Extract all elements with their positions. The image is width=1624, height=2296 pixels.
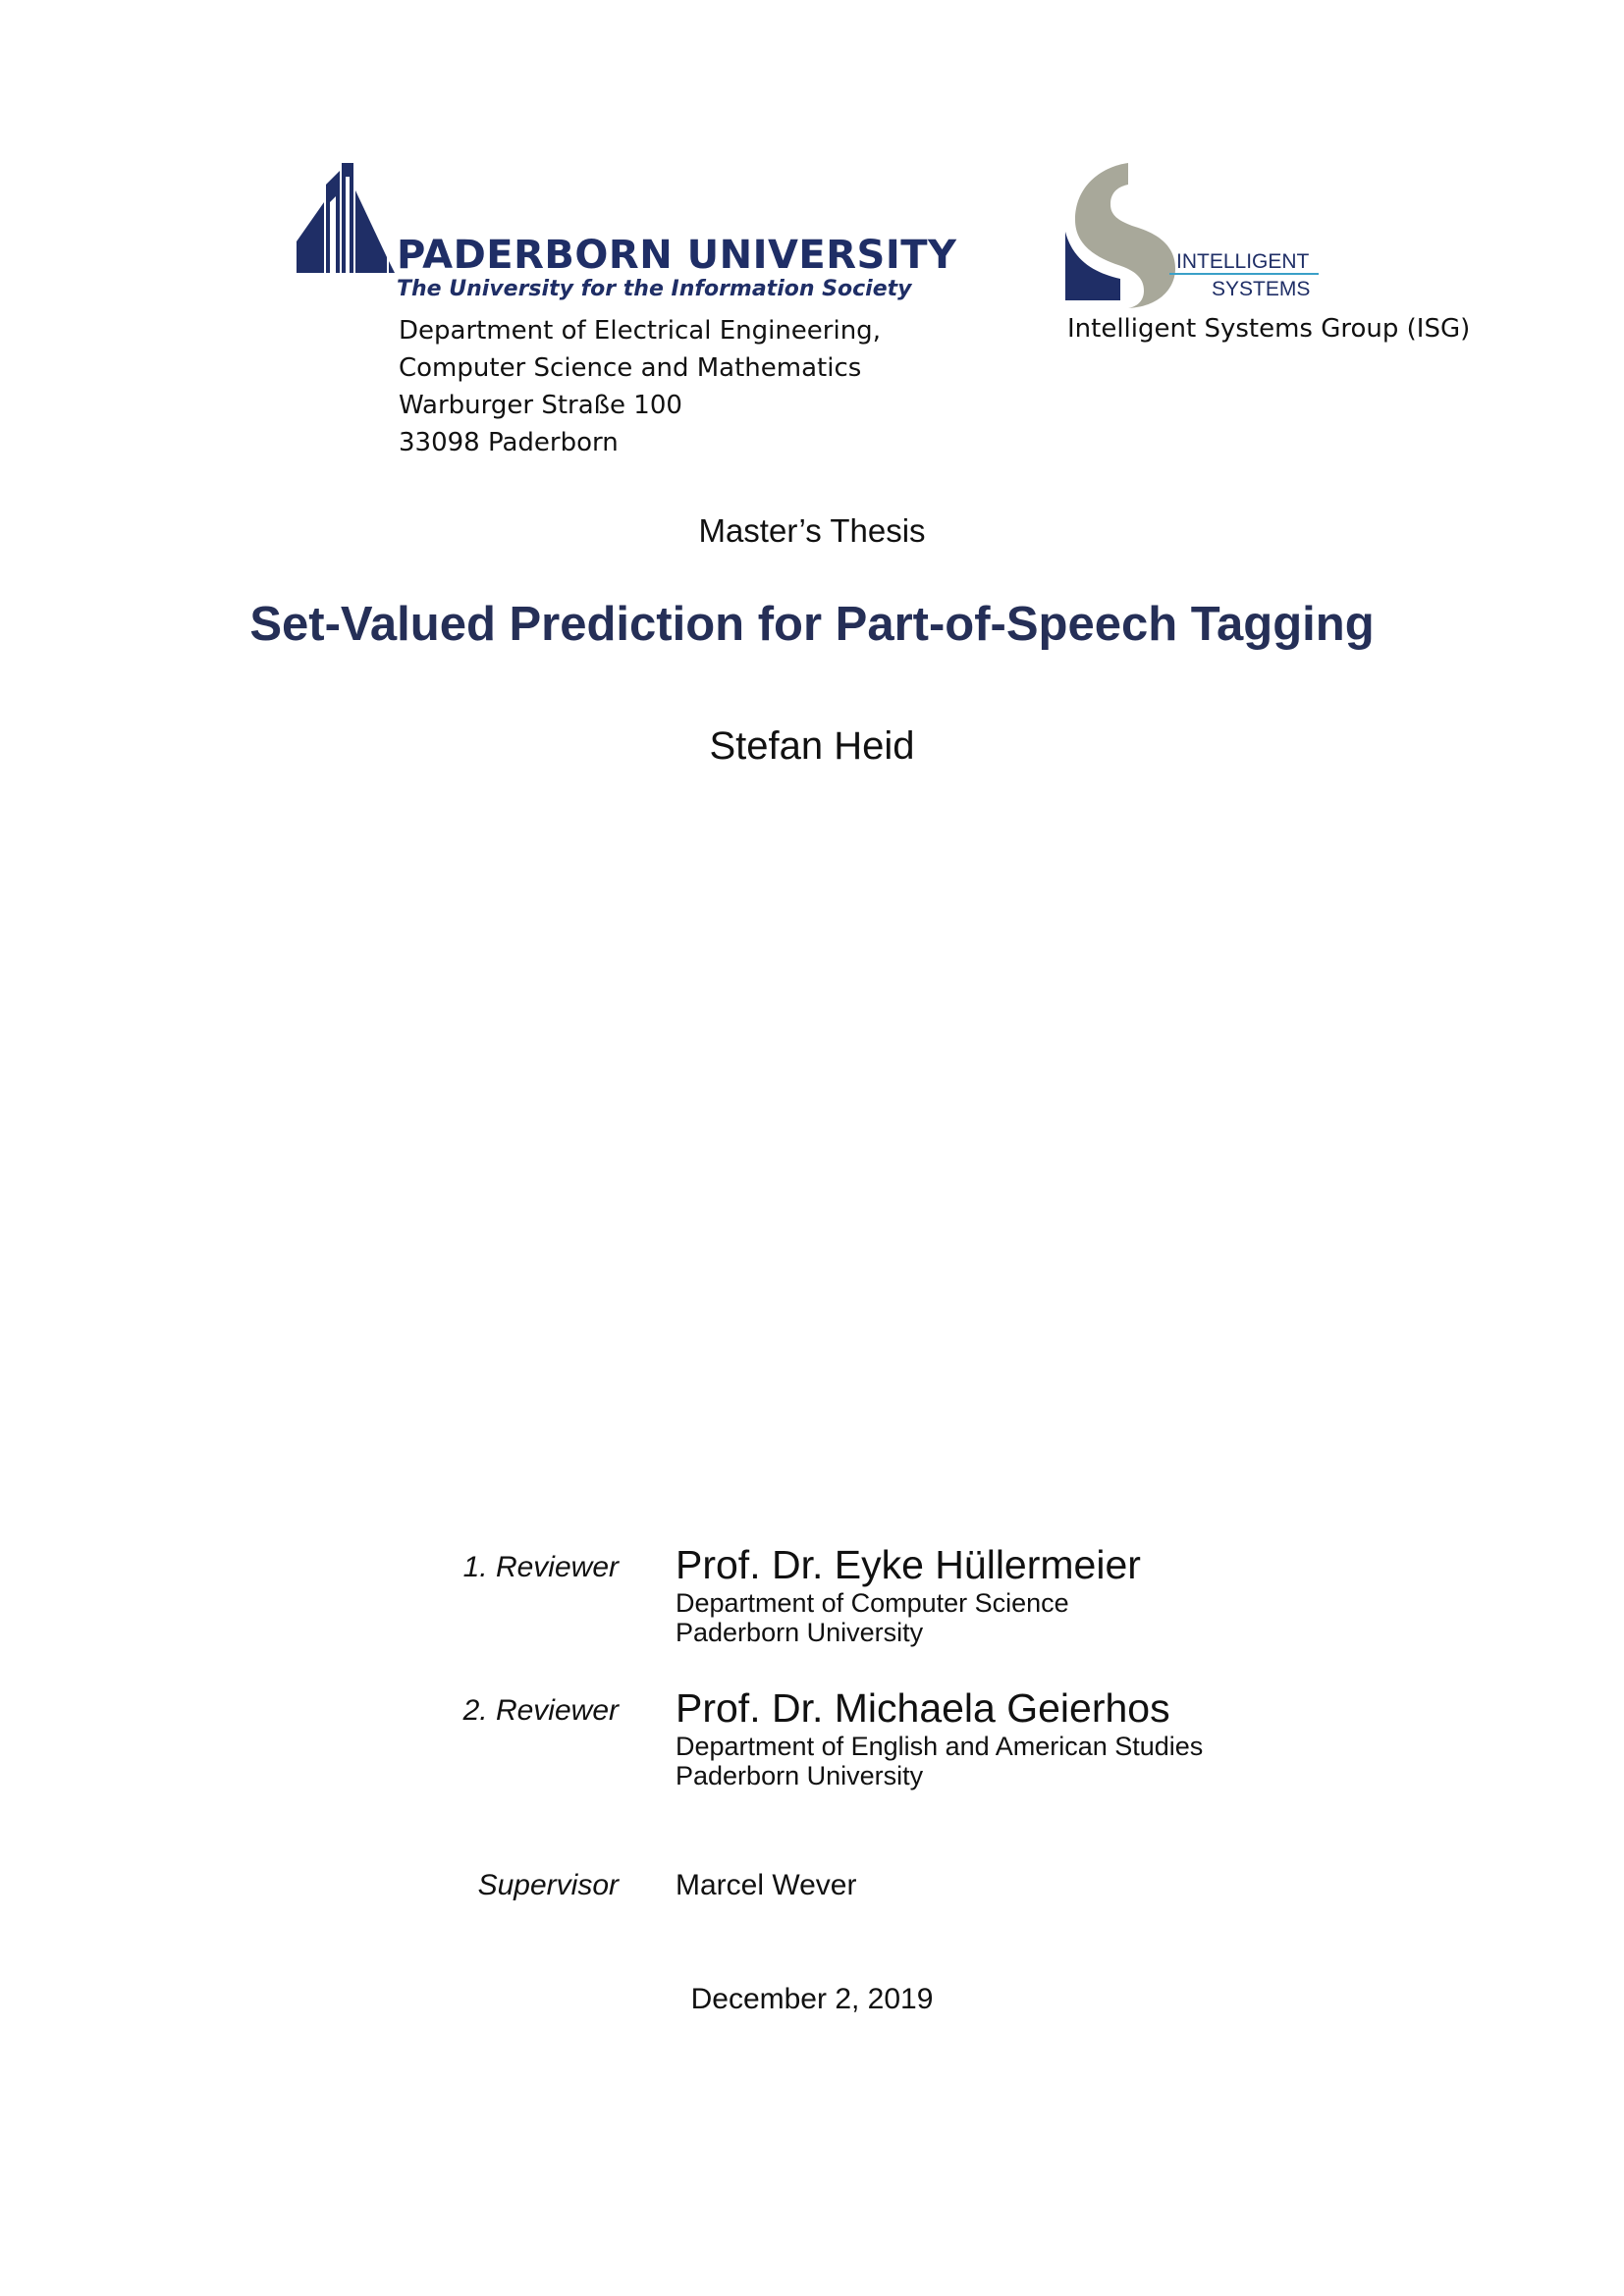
university-tagline: The University for the Information Society bbox=[397, 277, 912, 301]
isg-logo-word: INTELLIGENT bbox=[1176, 250, 1310, 273]
submission-date: December 2, 2019 bbox=[690, 1983, 934, 2015]
reviewer-institution: Paderborn University bbox=[676, 1618, 924, 1647]
group-name: Intelligent Systems Group (ISG) bbox=[1067, 314, 1471, 344]
supervisor-role: Supervisor bbox=[477, 1869, 619, 1901]
address-line: Warburger Straße 100 bbox=[399, 391, 682, 420]
thesis-type: Master’s Thesis bbox=[698, 512, 926, 549]
department-address bbox=[399, 312, 881, 461]
reviewer-entry bbox=[676, 1541, 1141, 1647]
reviewer-department: Department of English and American Studies bbox=[676, 1732, 1204, 1761]
author-name: Stefan Heid bbox=[709, 724, 915, 768]
reviewer-name: Prof. Dr. Eyke Hüllermeier bbox=[676, 1542, 1141, 1587]
reviewer-institution: Paderborn University bbox=[676, 1761, 924, 1790]
reviewer-department: Department of Computer Science bbox=[676, 1588, 1069, 1618]
supervisor-name: Marcel Wever bbox=[676, 1869, 857, 1901]
address-line: Department of Electrical Engineering, bbox=[399, 316, 881, 346]
isg-logo-word: SYSTEMS bbox=[1212, 278, 1311, 300]
university-name: PADERBORN UNIVERSITY bbox=[397, 233, 957, 278]
address-line: Computer Science and Mathematics bbox=[399, 353, 862, 383]
thesis-title: Set-Valued Prediction for Part-of-Speech Tagging bbox=[249, 598, 1375, 651]
reviewer-entry bbox=[676, 1684, 1203, 1790]
reviewer-role: 1. Reviewer bbox=[462, 1551, 619, 1583]
reviewer-role: 2. Reviewer bbox=[462, 1694, 619, 1727]
address-line: 33098 Paderborn bbox=[399, 428, 619, 457]
reviewer-name: Prof. Dr. Michaela Geierhos bbox=[676, 1685, 1170, 1731]
